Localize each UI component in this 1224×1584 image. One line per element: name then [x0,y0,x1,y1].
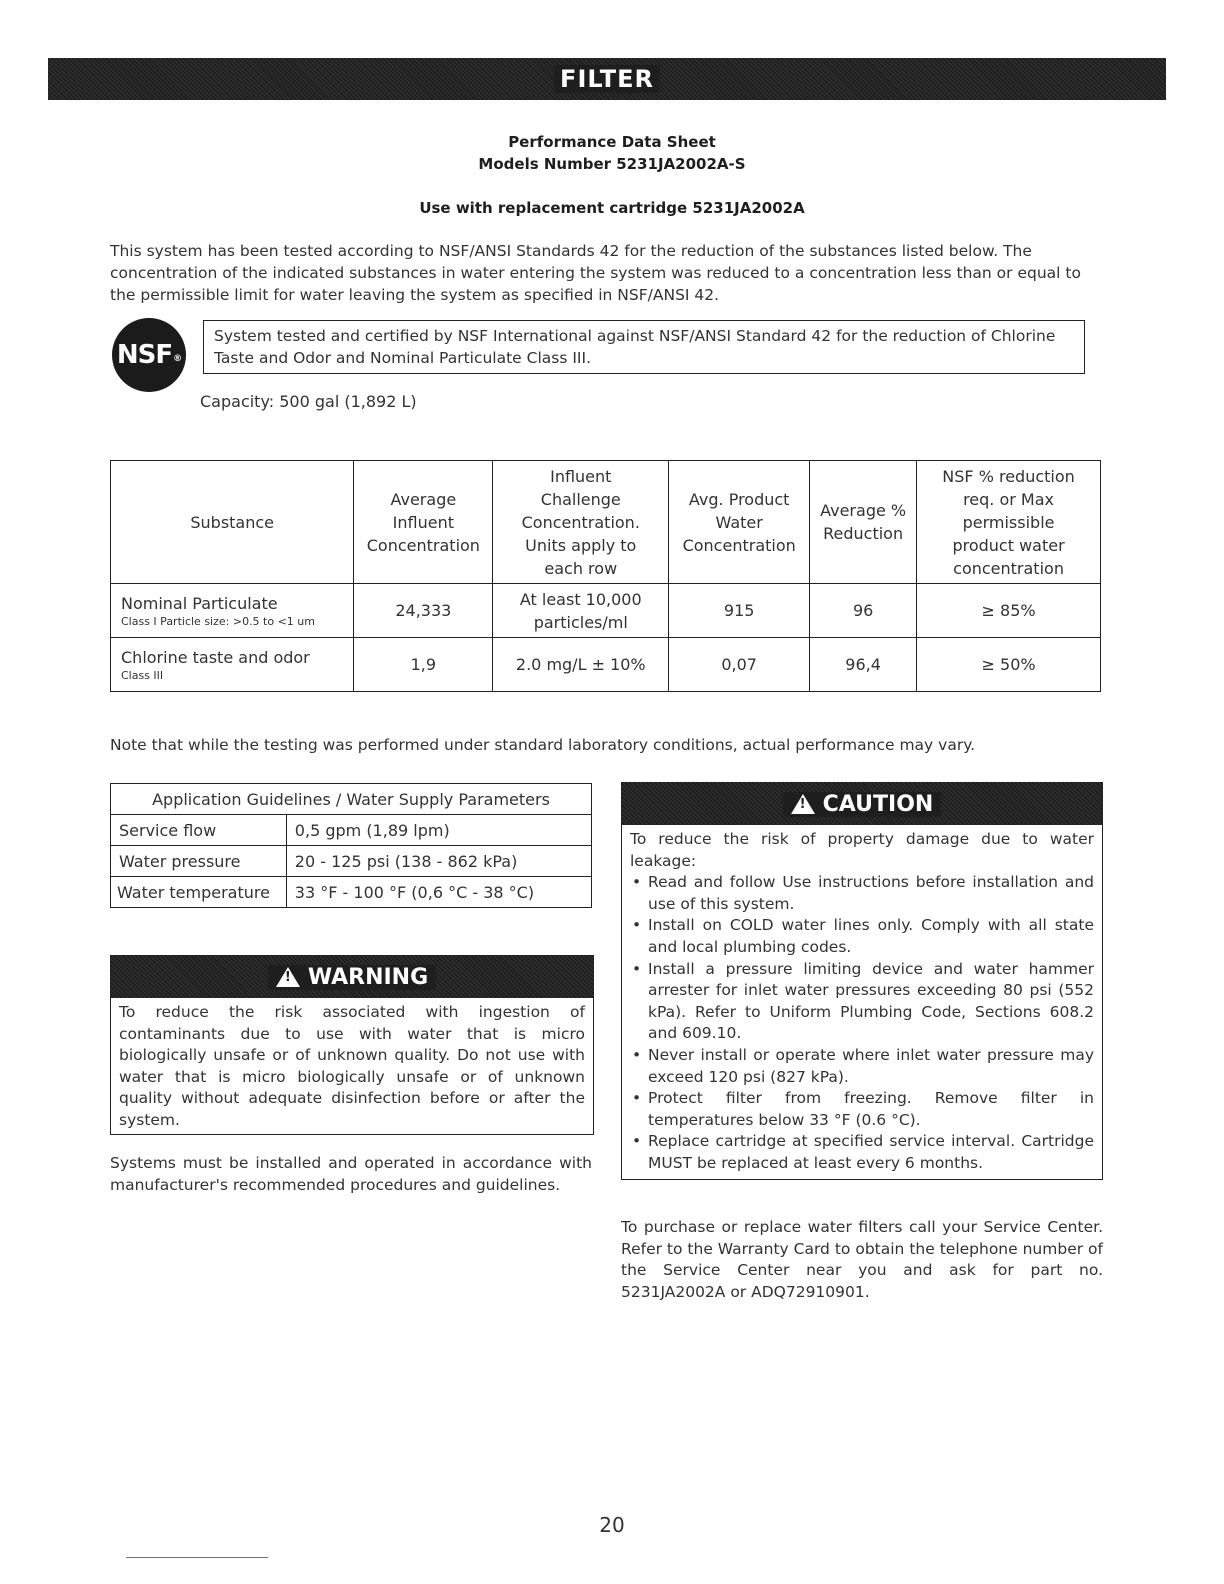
performance-table [110,460,1101,692]
nsf-logo-text: NSF [116,340,173,370]
table-header-row [111,784,592,815]
substance-name: Nominal Particulate [121,594,278,613]
column-header: Average % Reduction [810,461,917,584]
warning-box [110,955,594,1135]
registered-mark: ® [173,354,182,364]
list-item: • Replace cartridge at specified service interval. Cartridge MUST be replaced at least every 6 months. [648,1131,1094,1174]
caution-list [630,872,1094,1174]
param-label: Water pressure [111,846,287,877]
table-row [111,815,592,846]
warning-triangle-icon [276,967,300,987]
table-cell [111,584,354,638]
list-item: • Install a pressure limiting device and water hammer arrester for inlet water pressures exceeding 80 psi (552 kPa). Refer to Uniform Plumbing Code, Sections 608.2 and 609.10. [648,959,1094,1045]
column-header: Substance [111,461,354,584]
table-header-row [111,461,1101,584]
systems-note: Systems must be installed and operated in accordance with manufacturer's recommended procedures and guidelines. [110,1154,592,1194]
section-banner [48,58,1166,100]
caution-triangle-icon [791,794,815,814]
table-cell: ≥ 50% [917,638,1101,692]
warning-label: WARNING [307,964,429,990]
param-label: Service flow [111,815,287,846]
substance-note: Class III [121,669,164,682]
table-cell: 0,07 [669,638,810,692]
table-cell: 24,333 [354,584,493,638]
column-header: Average Influent Concentration [354,461,493,584]
caution-text [622,825,1102,1175]
caution-intro: To reduce the risk of property damage due to water leakage: [630,830,1094,870]
caution-header [622,783,1102,825]
table-cell: 2.0 mg/L ± 10% [493,638,669,692]
purchase-paragraph: To purchase or replace water filters call your Service Center. Refer to the Warranty Card to obtain the telephone number of the Service Center near you and ask for part no. 5231JA2002A or ADQ72910901. [621,1218,1103,1301]
list-item: • Read and follow Use instructions before installation and use of this system. [648,872,1094,915]
table-row [111,877,592,908]
list-item: • Never install or operate where inlet water pressure may exceed 120 psi (827 kPa). [648,1045,1094,1088]
substance-name: Chlorine taste and odor [121,648,310,667]
table-cell: ≥ 85% [917,584,1101,638]
application-title: Application Guidelines / Water Supply Parameters [111,784,592,815]
table-cell: 915 [669,584,810,638]
warning-header [111,956,593,998]
table-row [111,846,592,877]
substance-note: Class I Particle size: >0.5 to <1 um [121,615,315,628]
caution-label: CAUTION [822,791,934,817]
model-number: Models Number 5231JA2002A-S [478,155,746,173]
column-header: Influent Challenge Concentration. Units apply to each row [493,461,669,584]
param-value: 33 °F - 100 °F (0,6 °C - 38 °C) [286,877,591,908]
param-value: 0,5 gpm (1,89 lpm) [286,815,591,846]
list-item: • Protect filter from freezing. Remove filter in temperatures below 33 °F (0.6 °C). [648,1088,1094,1131]
param-label: Water temperature [111,877,287,908]
certification-box: System tested and certified by NSF International against NSF/ANSI Standard 42 for the reduction of Chlorine Taste and Odor and Nominal Particulate Class III. [203,320,1085,374]
table-cell: 1,9 [354,638,493,692]
table-cell: 96,4 [810,638,917,692]
table-cell [111,638,354,692]
page-number: 20 [599,1513,625,1537]
list-item: • Install on COLD water lines only. Comply with all state and local plumbing codes. [648,915,1094,958]
cartridge-line: Use with replacement cartridge 5231JA2002A [419,199,805,217]
section-title: FILTER [554,65,660,93]
column-header: Avg. Product Water Concentration [669,461,810,584]
footer-divider [126,1557,268,1558]
nsf-logo-icon [112,318,186,392]
doc-title: Performance Data Sheet [508,133,716,151]
capacity-text: Capacity: 500 gal (1,892 L) [200,392,417,411]
caution-box [621,782,1103,1180]
table-cell: 96 [810,584,917,638]
intro-paragraph: This system has been tested according to NSF/ANSI Standards 42 for the reduction of the substances listed below. The concentration of the indicated substances in water entering the system was reduced to a concentration less than or equal to the permissible limit for water leaving the system as specified in NSF/ANSI 42. [110,242,1081,304]
warning-text: To reduce the risk associated with ingestion of contaminants due to use with water that is micro biologically unsafe or of unknown quality. Do not use with water that is micro biologically unsafe or of unknown quality without adequate disinfection before or after the system. [119,1003,585,1129]
table-row [111,584,1101,638]
column-header: NSF % reduction req. or Max permissible product water concentration [917,461,1101,584]
table-cell: At least 10,000 particles/ml [493,584,669,638]
application-guidelines-table [110,783,592,908]
table-row [111,638,1101,692]
param-value: 20 - 125 psi (138 - 862 kPa) [286,846,591,877]
lab-conditions-note: Note that while the testing was performed under standard laboratory conditions, actual performance may vary. [110,736,976,754]
